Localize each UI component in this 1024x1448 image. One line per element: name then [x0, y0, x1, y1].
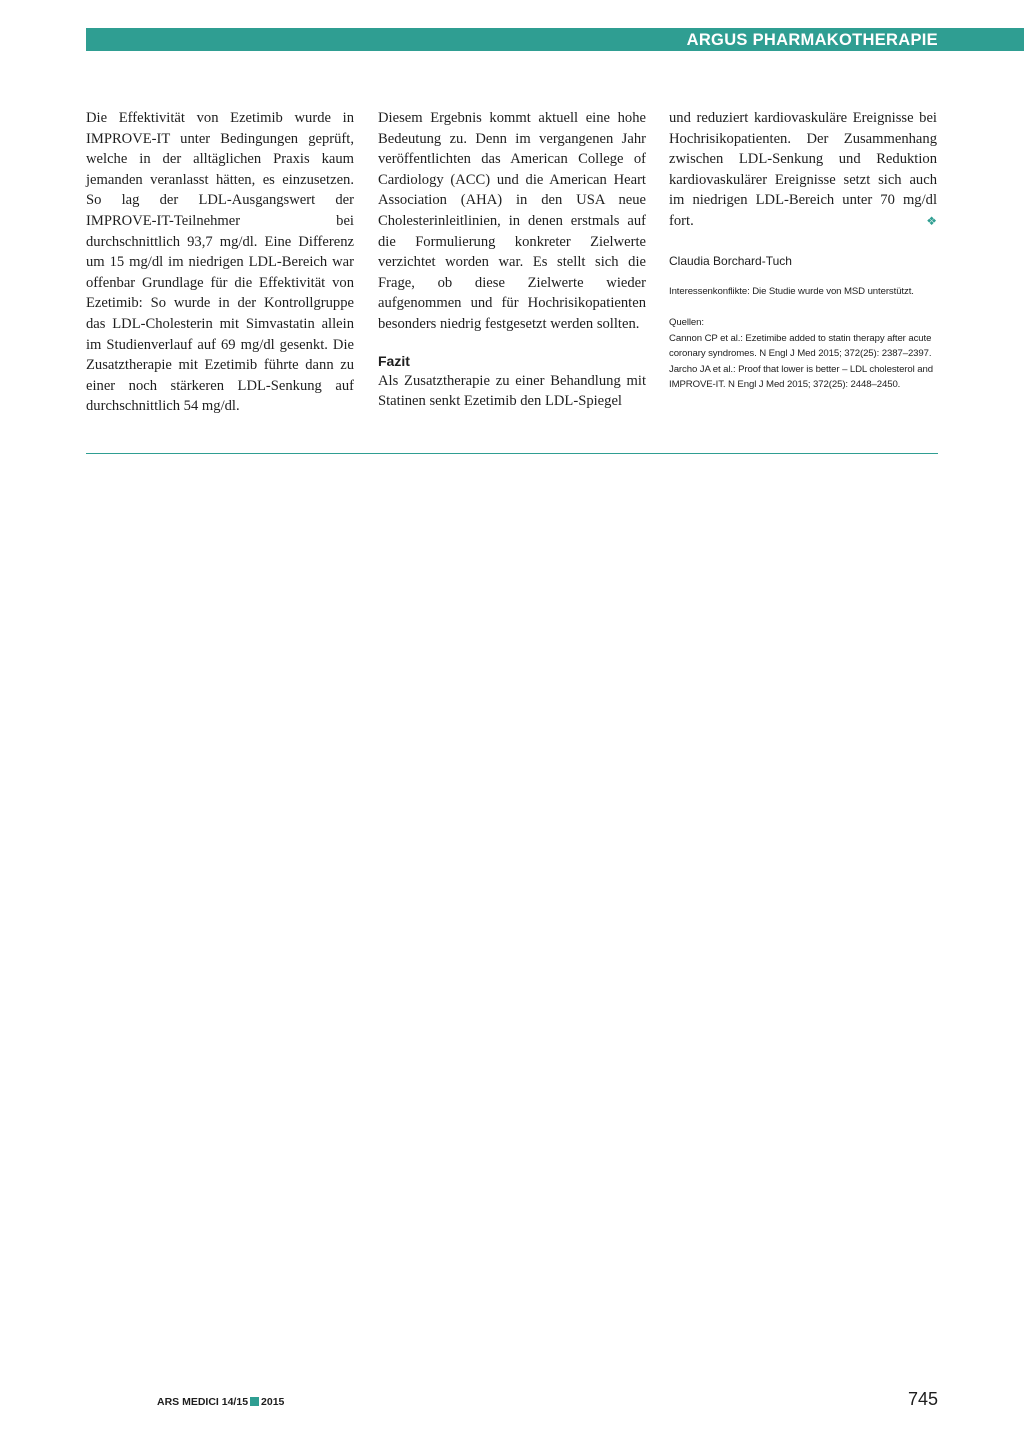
section-heading-fazit: Fazit: [378, 352, 410, 369]
paragraph: Diesem Ergebnis kommt aktuell eine hohe Bedeutung zu. Denn im vergangenen Jahr veröffentlichten das American College of Cardiology (ACC) und die American Heart Association (AHA) in den USA neue Cholesterinleitlinien, in denen erstmals auf die Formulierung konkreter Zielwerte verzichtet worden war. Es stellt sich die Frage, ob diese Zielwerte wieder aufgenommen und für Hochrisikopatienten besonders niedrig festgesetzt werden sollten.: [378, 110, 646, 332]
journal-issue: ARS MEDICI 14/15: [157, 1396, 249, 1408]
header-bar: [86, 28, 1024, 51]
text-column-2: [378, 108, 646, 412]
horizontal-divider: [86, 453, 938, 454]
author-name: Claudia Borchard-Tuch: [669, 253, 792, 268]
text-column-3: [669, 108, 937, 393]
journal-year: 2015: [261, 1396, 285, 1408]
paragraph: Die Effektivität von Ezetimib wurde in IMPROVE-IT unter Bedingungen geprüft, welche in der alltäglichen Praxis kaum jemanden veranlasst hätten, es einzusetzen. So lag der LDL-Ausgangswert der IMPROVE-IT-Teilnehmer bei durchschnittlich 93,7 mg/dl. Eine Differenz um 15 mg/dl im niedrigen LDL-Bereich war offenbar Grundlage für die Effektivität von Ezetimib: So wurde in der Kontrollgruppe das LDL-Cholesterin mit Simvastatin allein im Studienverlauf auf 69 mg/dl gesenkt. Die Zusatztherapie mit Ezetimib führte dann zu einer noch stärkeren LDL-Senkung auf durchschnittlich 54 mg/dl.: [86, 110, 354, 415]
paragraph: Als Zusatztherapie zu einer Behandlung mit Statinen senkt Ezetimib den LDL-Spiegel: [378, 372, 646, 410]
section-title: ARGUS PHARMAKOTHERAPIE: [686, 31, 938, 49]
text-column-1: [86, 108, 354, 417]
square-bullet-icon: [250, 1397, 259, 1406]
end-mark-icon: ❖: [926, 213, 937, 228]
footer-journal: [157, 1395, 284, 1409]
sources-label: Quellen:: [669, 317, 704, 329]
paragraph-with-end-mark: [669, 108, 937, 232]
source-entry: Cannon CP et al.: Ezetimibe added to statin therapy after acute coronary syndromes. N Engl J Med 2015; 372(25): 2387–2397.: [669, 332, 932, 360]
source-entry: Jarcho JA et al.: Proof that lower is better – LDL cholesterol and IMPROVE-IT. N Engl J Med 2015; 372(25): 2448–2450.: [669, 363, 933, 391]
conflicts-note: Interessenkonflikte: Die Studie wurde von MSD unterstützt.: [669, 285, 914, 297]
paragraph-text: und reduziert kardiovaskuläre Ereignisse bei Hochrisikopatienten. Der Zusammenhang zwischen LDL-Senkung und Reduktion kardiovaskulärer Ereignisse setzt sich auch im niedrigen LDL-Bereich unter 70 mg/dl fort.: [669, 110, 937, 229]
page-number: 745: [907, 1389, 938, 1409]
